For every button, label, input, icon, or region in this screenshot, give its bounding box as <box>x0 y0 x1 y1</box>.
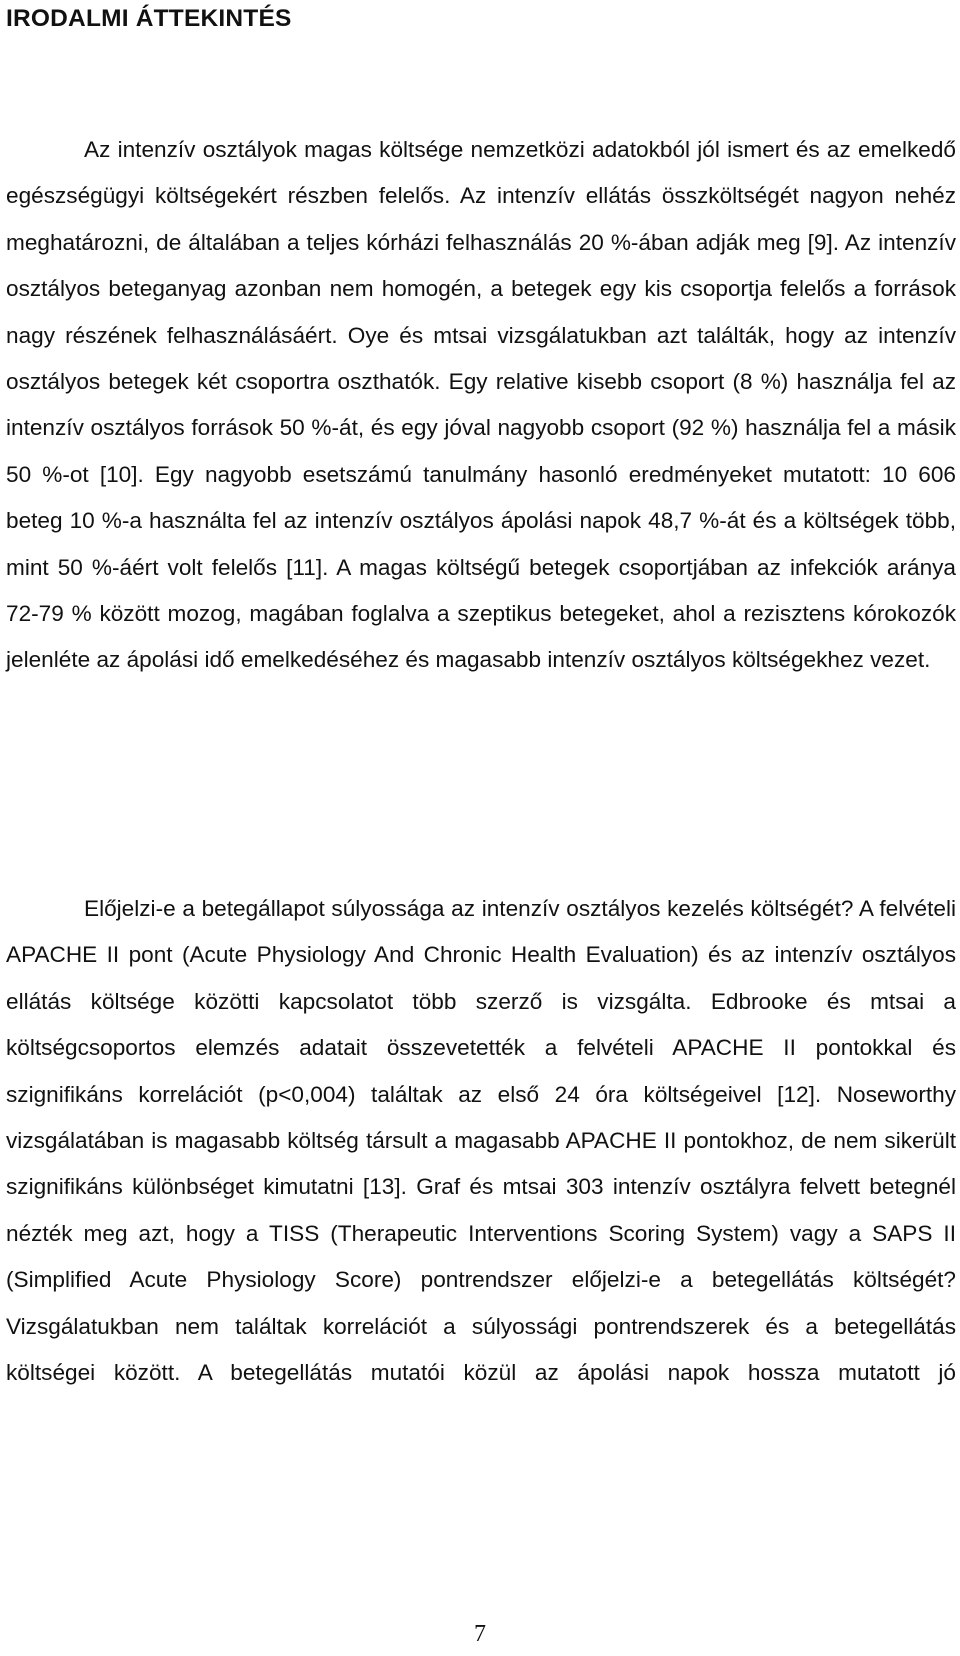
paragraph-1: Az intenzív osztályok magas költsége nemzetközi adatokból jól ismert és az emelkedő egészségügyi költségekért részben felelős. Az intenzív ellátás összköltségét nagyon nehéz meghatározni, de általában a teljes kórházi felhasználás 20 %-ában adják meg [9]. Az intenzív osztályos beteganyag azonban nem homogén, a betegek egy kis csoportja felelős a források nagy részének felhasználásáért. Oye és mtsai vizsgálatukban azt találták, hogy az intenzív osztályos betegek két csoportra oszthatók. Egy relative kisebb csoport (8 %) használja fel az intenzív osztályos források 50 %-át, és egy jóval nagyobb csoport (92 %) használja fel a másik 50 %-ot [10]. Egy nagyobb esetszámú tanulmány hasonló eredményeket mutatott: 10 606 beteg 10 %-a használta fel az intenzív osztályos ápolási napok 48,7 %-át és a költségek több, mint 50 %-áért volt felelős [11]. A magas költségű betegek csoportjában az infekciók aránya 72-79 % között mozog, magában foglalva a szeptikus betegeket, ahol a rezisztens kórokozók jelenléte az ápolási idő emelkedéséhez és magasabb intenzív osztályos költségekhez vezet. <box>6 137 956 673</box>
page-number: 7 <box>474 1621 486 1647</box>
section-heading: IRODALMI ÁTTEKINTÉS <box>6 5 292 32</box>
paragraph-2: Előjelzi-e a betegállapot súlyossága az intenzív osztályos kezelés költségét? A felvételi APACHE II pont (Acute Physiology And Chronic Health Evaluation) és az intenzív osztályos ellátás költsége közötti kapcsolatot több szerző is vizsgálta. Edbrooke és mtsai a költségcsoportos elemzés adatait összevetették a felvételi APACHE II pontokkal és szignifikáns korrelációt (p<0,004) találtak az első 24 óra költségeivel [12]. Noseworthy vizsgálatában is magasabb költség társult a magasabb APACHE II pontokhoz, de nem sikerült szignifikáns különbséget kimutatni [13]. Graf és mtsai 303 intenzív osztályra felvett betegnél nézték meg azt, hogy a TISS (Therapeutic Interventions Scoring System) vagy a SAPS II (Simplified Acute Physiology Score) pontrendszer előjelzi-e a betegellátás költségét? Vizsgálatukban nem találtak korrelációt a súlyossági pontrendszerek és a betegellátás költségei között. A betegellátás mutatói közül az ápolási napok hossza mutatott jó <box>6 896 956 1386</box>
